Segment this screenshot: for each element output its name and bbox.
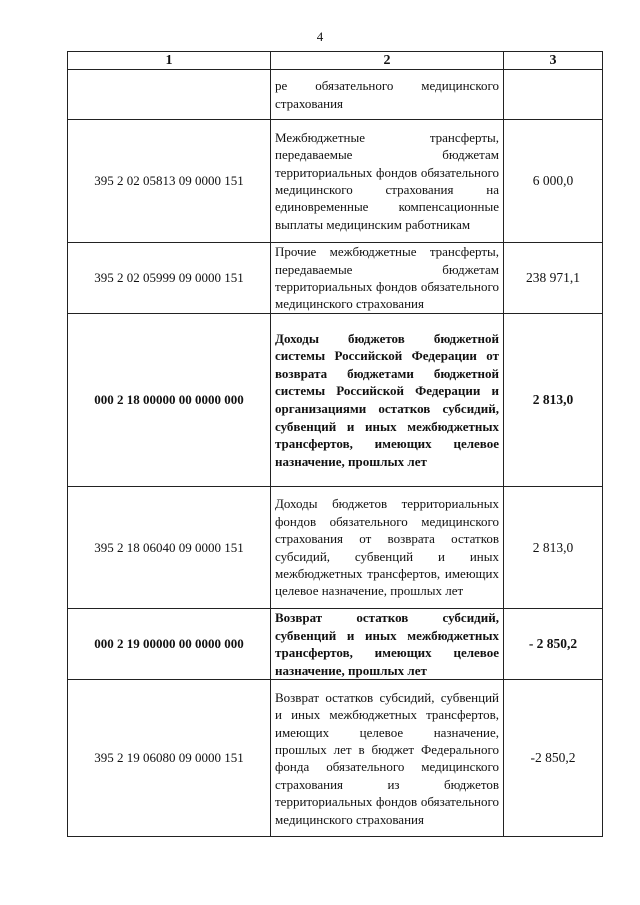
row-amount: 238 971,1: [504, 243, 603, 314]
row-name: Межбюджетные трансферты, передаваемые бюджетам территориальных фондов обязательного медицинского страхования на единовременные компенсационные выплаты медицинским работникам: [271, 120, 504, 243]
row-code: 395 2 02 05813 09 0000 151: [68, 120, 271, 243]
row-amount: [504, 70, 603, 120]
row-code: 395 2 18 06040 09 0000 151: [68, 487, 271, 609]
table-row: [68, 609, 603, 680]
row-name: Доходы бюджетов бюджетной системы Российской Федерации от возврата бюджетами бюджетной системы Российской Федерации и организациями остатков субсидий, субвенций и иных межбюджетных трансфертов, имеющих целевое назначение, прошлых лет: [271, 314, 504, 487]
page-number: 4: [316, 29, 324, 44]
column-header-2: 2: [271, 52, 504, 70]
table-row: [68, 120, 603, 243]
table-row: [68, 314, 603, 487]
row-name: Доходы бюджетов территориальных фондов обязательного медицинского страхования от возврата остатков субсидий, субвенций и иных межбюджетных трансфертов, имеющих целевое назначение, прошлых лет: [271, 487, 504, 609]
table-row: [68, 487, 603, 609]
row-amount: - 2 850,2: [504, 609, 603, 680]
row-code: 395 2 02 05999 09 0000 151: [68, 243, 271, 314]
row-name: ре обязательного медицинского страхования: [271, 70, 504, 120]
row-code: 000 2 19 00000 00 0000 000: [68, 609, 271, 680]
row-code: 000 2 18 00000 00 0000 000: [68, 314, 271, 487]
row-amount: 6 000,0: [504, 120, 603, 243]
row-amount: -2 850,2: [504, 680, 603, 837]
table-row: [68, 70, 603, 120]
row-code: 395 2 19 06080 09 0000 151: [68, 680, 271, 837]
table-row: [68, 243, 603, 314]
row-name: Прочие межбюджетные трансферты, передаваемые бюджетам территориальных фондов обязательного медицинского страхования: [271, 243, 504, 314]
row-amount: 2 813,0: [504, 487, 603, 609]
row-name: Возврат остатков субсидий, субвенций и иных межбюджетных трансфертов, имеющих целевое назначение, прошлых лет: [271, 609, 504, 680]
budget-table: [67, 51, 603, 837]
row-name: Возврат остатков субсидий, субвенций и иных межбюджетных трансфертов, имеющих целевое назначение, прошлых лет в бюджет Федерального фонда обязательного медицинского страхования из бюджетов территориальных фондов обязательного медицинского страхования: [271, 680, 504, 837]
column-header-3: 3: [504, 52, 603, 70]
row-amount: 2 813,0: [504, 314, 603, 487]
column-header-1: 1: [68, 52, 271, 70]
row-code: [68, 70, 271, 120]
table-header-row: [68, 52, 603, 70]
table-row: [68, 680, 603, 837]
